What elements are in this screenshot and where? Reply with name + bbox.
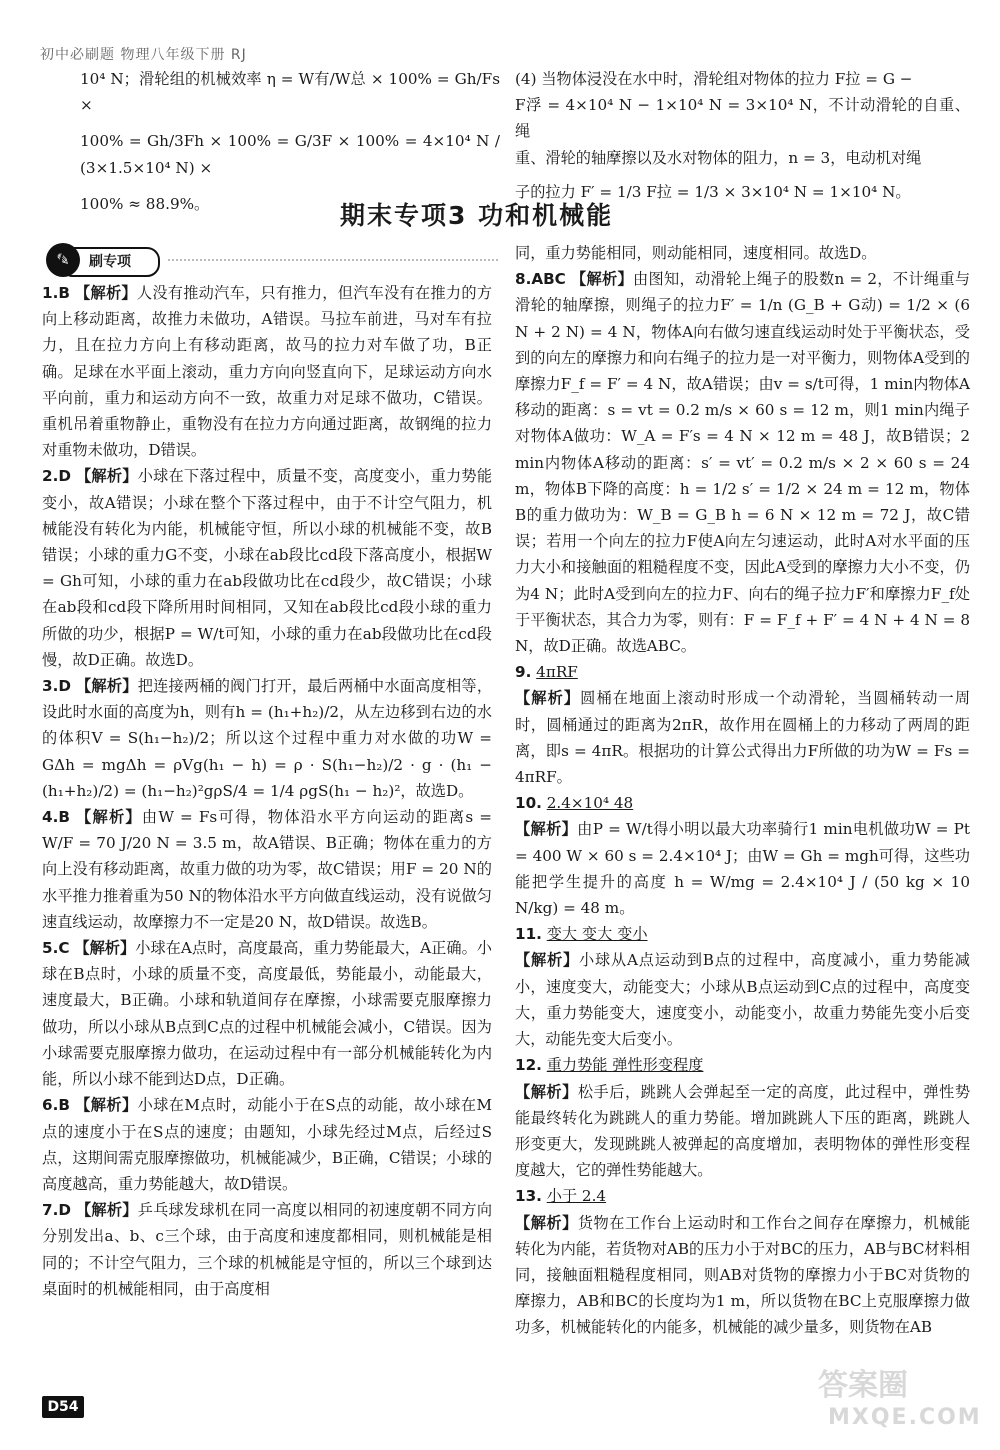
analysis-text: 货物在工作台上运动时和工作台之间存在摩擦力，机械能转化为内能，若货物对AB的压力小于对BC的压力，AB与BC材料相同，接触面粗糙程度相同，则AB对货物的摩擦力小于BC对货物的摩擦力，AB和BC的长度均为1 m，所以货物在BC上克服摩擦力做功多，机械能转化的内能多，机械能的减少量多，则货物在AB <box>515 1213 971 1337</box>
right-answer-list <box>515 240 970 1341</box>
answer-item <box>42 673 492 804</box>
watermark-url: MXQE.COM <box>828 1405 982 1430</box>
answer-number: 10. <box>515 794 542 813</box>
answer-item <box>515 1183 970 1209</box>
practice-badge: 刷专项 <box>60 247 160 277</box>
analysis-label: 【解析】 <box>76 467 138 486</box>
answer-item <box>515 790 970 816</box>
answer-number: 8.ABC <box>515 270 566 289</box>
answer-number: 13. <box>515 1187 542 1206</box>
analysis-label: 【解析】 <box>515 689 581 708</box>
answer-number: 7.D <box>42 1201 71 1220</box>
answer-number: 11. <box>515 925 542 944</box>
top-right-block <box>515 66 970 205</box>
analysis-text: 小球在A点时，高度最高，重力势能最大，A正确。小球在B点时，小球的质量不变，高度最低，势能最小，动能最大，速度最大，B正确。小球和轨道间存在摩擦，小球需要克服摩擦力做功，所以小球从B点到C点的过程中机械能会减小，C错误。因为小球需要克服摩擦力做功，在运动过程中有一部分机械能转化为内能，所以小球不能到达D点，D正确。 <box>42 939 492 1089</box>
answer-item <box>42 280 492 463</box>
answer-number: 5.C <box>42 939 70 958</box>
answer-item <box>42 1197 492 1302</box>
analysis-text: 乒乓球发球机在同一高度以相同的初速度朝不同方向分别发出a、b、c三个球，由于高度和速度都相同，则机械能是相同的；不计空气阻力，三个球的机械能是守恒的，所以三个球到达桌面时的机械能相同，由于高度相 <box>42 1201 493 1298</box>
fill-answer: 2.4×10⁴ 48 <box>546 794 634 813</box>
text-line: 子的拉力 F′ = 1/3 F拉 = 1/3 × 3×10⁴ N = 1×10⁴ N。 <box>515 182 911 201</box>
analysis-label: 【解析】 <box>76 677 138 696</box>
answer-item <box>42 1092 492 1197</box>
analysis-text: 小球从A点运动到B点的过程中，高度减小，重力势能减小，速度变大，动能变大；小球从B点运动到C点的过程中，高度变大，重力势能变大，速度变小，动能变小，故重力势能先变小后变大，动能先变大后变小。 <box>515 951 970 1049</box>
answer-item <box>515 685 970 790</box>
page-number: D54 <box>42 1396 84 1418</box>
answer-item <box>515 659 970 685</box>
answer-item <box>515 1052 970 1078</box>
text-line: (4) 当物体浸没在水中时，滑轮组对物体的拉力 F拉 = G − <box>515 70 913 88</box>
answer-item <box>42 463 492 673</box>
analysis-text: 圆桶在地面上滚动时形成一个动滑轮，当圆桶转动一周时，圆桶通过的距离为2πR，故作用在圆桶上的力移动了两周的距离，即s = 4πR。根据功的计算公式得出力F所做的功为W = Fs = 4πRF。 <box>515 689 971 787</box>
analysis-label: 【解析】 <box>570 270 633 289</box>
watermark-logo: 答案圈 <box>818 1368 908 1403</box>
analysis-label: 【解析】 <box>75 284 137 302</box>
answer-number: 1.B <box>42 284 70 302</box>
analysis-text: 小球在M点时，动能小于在S点的动能，故小球在M点的速度小于在S点的速度；由题知，小球先经过M点，后经过S点，这期间需克服摩擦做功，机械能减少，B正确，C错误；小球的高度越高，重力势能越大，故D错误。 <box>42 1096 493 1193</box>
answer-item <box>42 804 492 935</box>
answer-number: 9. <box>515 663 532 682</box>
answer-item <box>42 935 492 1092</box>
answer-item <box>515 1210 970 1341</box>
answer-number: 3.D <box>42 677 71 696</box>
text-line: 100% ≈ 88.9%。 <box>80 194 210 213</box>
text-line: 重、滑轮的轴摩擦以及水对物体的阻力，n = 3，电动机对绳 <box>515 148 922 167</box>
analysis-label: 【解析】 <box>515 1213 578 1232</box>
analysis-label: 【解析】 <box>515 1082 578 1101</box>
answer-number: 12. <box>515 1056 542 1075</box>
answer-item <box>515 266 970 659</box>
analysis-label: 【解析】 <box>76 808 142 827</box>
answer-item <box>515 240 970 266</box>
text-line: 10⁴ N；滑轮组的机械效率 η = W有/W总 × 100% = Gh/Fs × <box>80 70 500 115</box>
analysis-text: 松手后，跳跳人会弹起至一定的高度，此过程中，弹性势能最终转化为跳跳人的重力势能。增加跳跳人下压的距离，跳跳人形变更大，发现跳跳人被弹起的高度增加，表明物体的弹性形变程度越大，它的弹性势能越大。 <box>515 1082 971 1180</box>
analysis-text: 由图知，动滑轮上绳子的股数n = 2，不计绳重与滑轮的轴摩擦，则绳子的拉力F′ = 1/n (G_B + G动) = 1/2 × (6 N + 2 N) = 4 N，物体A向右做匀速直线运动时处于平衡状态，受到的向左的摩擦力和向右绳子的拉力是一对平衡力，则物体A受到的摩擦力F_f = F′ = 4 N，故A错误；由v = s/t可得，1 min内物体A移动的距离：s = vt = 0.2 m/s × 60 s = 12 m，则1 min内绳子对物体A做功：W_A = F′s = 4 N × 12 m = 48 J，故B错误；2 min内物体A移动的距离：s′ = vt′ = 0.2 m/s × 2 × 60 s = 24 m，物体B下降的高度：h = 1/2 s′ = 1/2 × 24 m = 12 m，物体B的重力做功为：W_B = G_B h = 6 N × 12 m = 72 J，故C错误；若用一个向左的拉力F使A向左匀速运动，此时A对水平面的压力大小和接触面的粗糙程度不变，因此A受到的摩擦力大小不变，仍为4 N；此时A受到向左的拉力F、向右的绳子拉力F′和摩擦力F_f处于平衡状态，其合力为零，则有：F = F_f + F′ = 4 N + 4 N = 8 N，故D正确。故选ABC。 <box>515 270 971 656</box>
top-left-block <box>80 66 500 217</box>
answer-item <box>515 1079 970 1184</box>
analysis-label: 【解析】 <box>74 939 136 958</box>
left-answer-list <box>42 280 492 1302</box>
analysis-label: 【解析】 <box>515 951 580 970</box>
answer-item <box>515 947 970 1052</box>
fill-answer: 小于 2.4 <box>546 1187 607 1206</box>
divider <box>168 259 498 261</box>
analysis-text: 把连接两桶的阀门打开，最后两桶中水面高度相等，设此时水面的高度为h，则有h = (h₁+h₂)/2，从左边移到右边的水的体积V = S(h₁−h₂)/2；所以这个过程中重力对水做的功W = GΔh = mgΔh = ρVg(h₁ − h) = ρ · S(h₁−h₂)/2 · g · (h₁ − (h₁+h₂)/2) = (h₁−h₂)²gρS/4 = 1/4 ρgS(h₁ − h₂)²，故选D。 <box>42 677 493 800</box>
fill-answer: 4πRF <box>536 663 578 682</box>
analysis-text: 人没有推动汽车，只有推力，但汽车没有在推力的方向上移动距离，故推力未做功，A错误。马拉车前进，马对车有拉力，且在拉力方向上有移动距离，故马的拉力对车做了功，B正确。足球在水平面上滚动，重力方向向竖直向下，足球运动方向水平向前，重力和运动方向不一致，故重力对足球不做功，C错误。重机吊着重物静止，重物没有在拉力方向通过距离，故钢绳的拉力对重物未做功，D错误。 <box>42 284 493 460</box>
analysis-text: 由W = Fs可得，物体沿水平方向运动的距离s = W/F = 70 J/20 N = 3.5 m，故A错误、B正确；物体在重力的方向上没有移动距离，故重力做的功为零，故C错误；用F = 20 N的水平推力推着重为50 N的物体沿水平方向做直线运动，没有说做匀速直线运动，故摩擦力不一定是20 N，故D错误。故选B。 <box>42 808 493 931</box>
analysis-text: 小球在下落过程中，质量不变，高度变小，重力势能变小，故A错误；小球在整个下落过程中，由于不计空气阻力，机械能没有转化为内能，机械能守恒，所以小球的机械能不变，故B错误；小球的重力G不变，小球在ab段比cd段下落高度小，根据W = Gh可知，小球的重力在ab段做功比在cd段少，故C错误；小球在ab段和cd段下降所用时间相同，又知在ab段比cd段小球的重力所做的功少，根据P = W/t可知，小球的重力在ab段做功比在cd段慢，故D正确。故选D。 <box>42 467 493 669</box>
page-header: 初中必刷题 物理八年级下册 RJ <box>40 47 247 63</box>
analysis-label: 【解析】 <box>515 820 578 839</box>
text-line: 100% = Gh/3Fh × 100% = G/3F × 100% = 4×10⁴ N / (3×1.5×10⁴ N) × <box>80 132 500 177</box>
analysis-text: 由P = W/t得小明以最大功率骑行1 min电机做功W = Pt = 400 W × 60 s = 2.4×10⁴ J；由W = Gh = mgh可得，这些功能把学生提升的高度 h = W/mg = 2.4×10⁴ J / (50 kg × 10 N/kg) = 48 m。 <box>515 820 971 918</box>
text-line: F浮 = 4×10⁴ N − 1×10⁴ N = 3×10⁴ N，不计动滑轮的自重、绳 <box>515 96 970 141</box>
pencil-icon: ✎ <box>46 243 80 277</box>
answer-number: 2.D <box>42 467 71 486</box>
answer-number: 6.B <box>42 1096 70 1115</box>
answer-item <box>515 921 970 947</box>
analysis-label: 【解析】 <box>75 1096 138 1115</box>
answer-item <box>515 816 970 921</box>
answer-number: 4.B <box>42 808 70 827</box>
fill-answer: 重力势能 弹性形变程度 <box>546 1056 704 1075</box>
section-title: 期末专项3 功和机械能 <box>340 201 614 230</box>
fill-answer: 变大 变大 变小 <box>546 925 648 944</box>
analysis-text: 同，重力势能相同，则动能相同，速度相同。故选D。 <box>515 244 877 262</box>
analysis-label: 【解析】 <box>76 1201 138 1220</box>
